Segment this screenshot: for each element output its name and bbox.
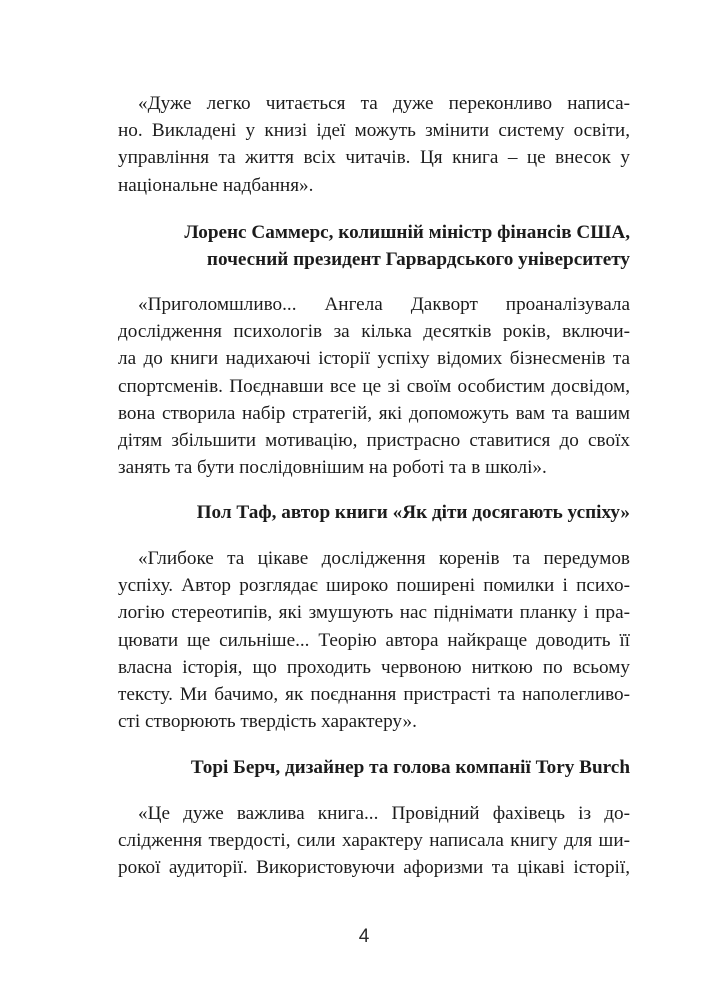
quote-author-3 — [118, 754, 630, 781]
quote-line: слідження твердості, сили характеру написала книгу для ши- — [118, 830, 630, 852]
quote-line: но. Викладені у книзі ідеї можуть змінити систему освіти, — [118, 120, 630, 142]
quote-paragraph-2 — [118, 291, 630, 481]
quote-line: тексту. Ми бачимо, як поєднання пристрасті та наполегливо- — [118, 684, 630, 706]
quote-author-2 — [118, 499, 630, 526]
quote-line: «Приголомшливо... Ангела Дакворт проаналізувала — [138, 294, 630, 315]
quote-line: національне надбання». — [118, 174, 314, 196]
quote-paragraph-4 — [118, 800, 630, 882]
quote-line: «Це дуже важлива книга... Провідний фахівець із до- — [138, 803, 630, 824]
quote-line: власна історія, що проходить червоною ниткою по всьому — [118, 656, 630, 678]
quote-line: вона створила набір стратегій, які допоможуть вам та вашим — [118, 402, 630, 424]
author-line: Лоренс Саммерс, колишній міністр фінансів США, — [184, 222, 630, 243]
quote-paragraph-3 — [118, 545, 630, 735]
quote-line: спортсменів. Поєднавши все це зі своїм особистим досвідом, — [118, 375, 630, 397]
quote-author-1 — [118, 219, 630, 273]
quote-line: дітям збільшити мотивацію, пристрасно ставитися до своїх — [118, 430, 630, 452]
quote-line: занять та бути послідовнішим на роботі та в школі». — [118, 457, 547, 479]
quote-line: логію стереотипів, які змушують нас піднімати планку і пра- — [118, 602, 630, 624]
quote-line: дослідження психологів за кілька десятків років, включи- — [118, 321, 630, 343]
author-line: Торі Берч, дизайнер та голова компанії Tory Burch — [190, 757, 630, 778]
quote-paragraph-1 — [118, 90, 630, 199]
quote-line: рокої аудиторії. Використовуючи афоризми та цікаві історії, — [118, 857, 630, 879]
page-number: 4 — [358, 926, 370, 947]
quote-line: «Дуже легко читається та дуже переконливо написа- — [138, 93, 630, 114]
author-line: почесний президент Гарвардського університету — [206, 249, 630, 271]
author-line: Пол Таф, автор книги «Як діти досягають успіху» — [196, 502, 630, 523]
quote-line: ла до книги надихаючі історії успіху відомих бізнесменів та — [118, 348, 630, 370]
quote-line: «Глибоке та цікаве дослідження коренів та передумов — [138, 548, 630, 569]
quote-line: управління та життя всіх читачів. Ця книга – це внесок у — [118, 147, 630, 169]
quote-line: успіху. Автор розглядає широко поширені помилки і психо- — [118, 575, 630, 597]
quote-line: сті створюють твердість характеру». — [118, 711, 417, 733]
quote-line: цювати ще сильніше... Теорію автора найкраще доводить її — [118, 629, 630, 651]
